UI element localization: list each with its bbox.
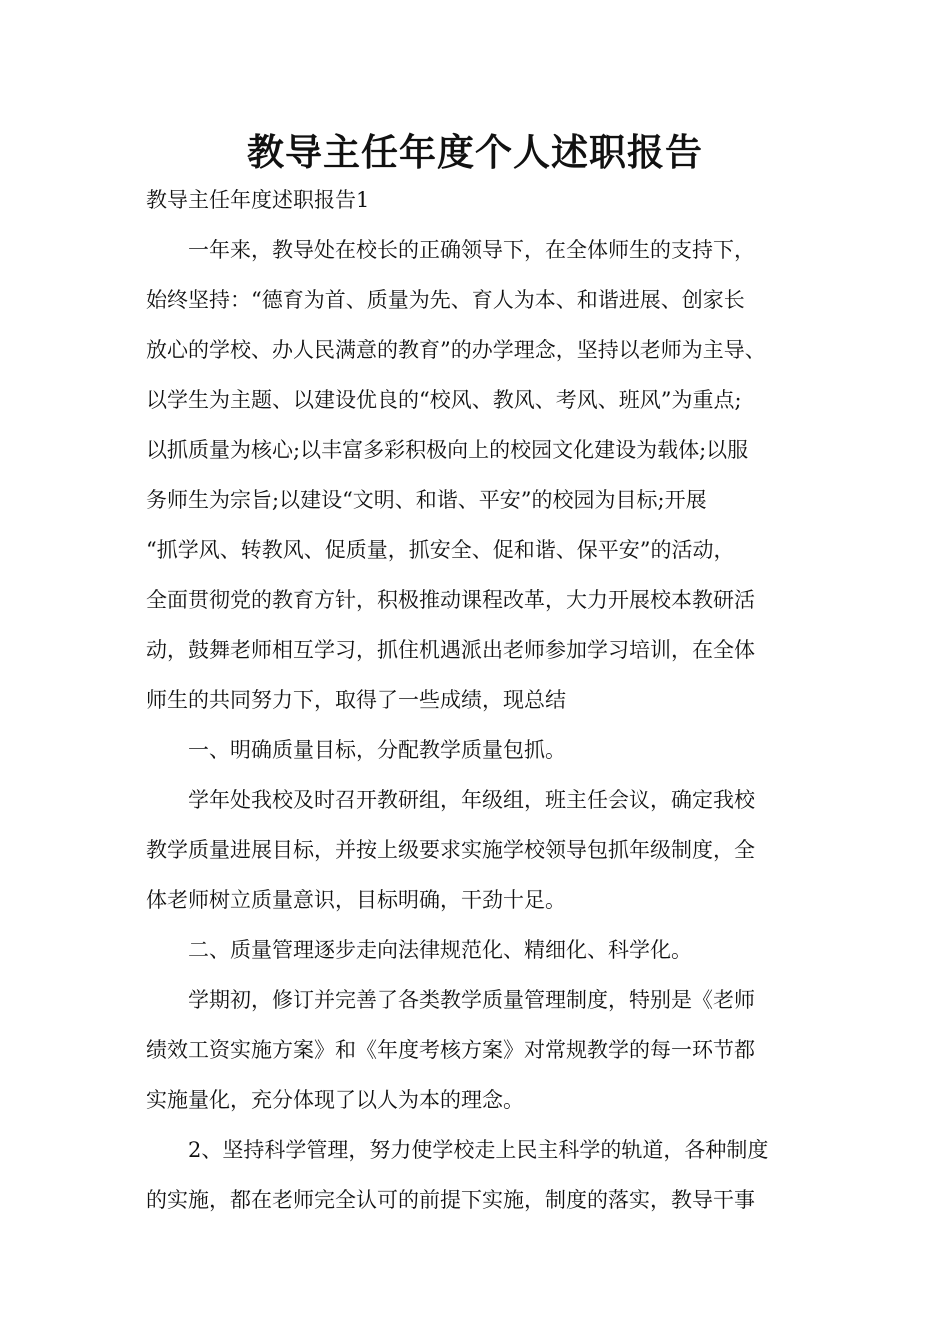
body-line: 学期初，修订并完善了各类教学质量管理制度，特别是《老师 (146, 988, 755, 1012)
body-line: 以抓质量为核心;以丰富多彩积极向上的校园文化建设为载体;以服 (146, 438, 749, 462)
body-line: 动，鼓舞老师相互学习，抓住机遇派出老师参加学习培训，在全体 (146, 638, 755, 662)
body-line: 一年来，教导处在校长的正确领导下，在全体师生的支持下， (146, 238, 755, 262)
document-title: 教导主任年度个人述职报告 (247, 130, 703, 174)
body-line: 的实施，都在老师完全认可的前提下实施，制度的落实，教导干事 (146, 1188, 755, 1212)
body-line: 始终坚持：“德育为首、质量为先、育人为本、和谐进展、创家长 (146, 288, 745, 312)
body-line: 教学质量进展目标，并按上级要求实施学校领导包抓年级制度，全 (146, 838, 755, 862)
body-line: 绩效工资实施方案》和《年度考核方案》对常规教学的每一环节都 (146, 1038, 755, 1062)
body-line: 2、坚持科学管理，努力使学校走上民主科学的轨道，各种制度 (146, 1138, 769, 1162)
body-line: 体老师树立质量意识，目标明确，干劲十足。 (146, 888, 566, 912)
body-line: 全面贯彻党的教育方针，积极推动课程改革，大力开展校本教研活 (146, 588, 755, 612)
body-line: 师生的共同努力下，取得了一些成绩，现总结 (146, 688, 566, 712)
body-line: 以学生为主题、以建设优良的“校风、教风、考风、班风”为重点; (146, 388, 742, 412)
section-heading: 一、明确质量目标，分配教学质量包抓。 (146, 738, 566, 762)
section-heading: 二、质量管理逐步走向法律规范化、精细化、科学化。 (146, 938, 692, 962)
body-line: “抓学风、转教风、促质量，抓安全、促和谐、保平安”的活动， (146, 538, 735, 562)
body-line: 务师生为宗旨;以建设“文明、和谐、平安”的校园为目标;开展 (146, 488, 707, 512)
body-line: 学年处我校及时召开教研组，年级组，班主任会议，确定我校 (146, 788, 755, 812)
body-line: 放心的学校、办人民满意的教育”的办学理念，坚持以老师为主导、 (146, 338, 766, 362)
body-line: 实施量化，充分体现了以人为本的理念。 (146, 1088, 524, 1112)
document-subtitle: 教导主任年度述职报告1 (146, 188, 370, 212)
